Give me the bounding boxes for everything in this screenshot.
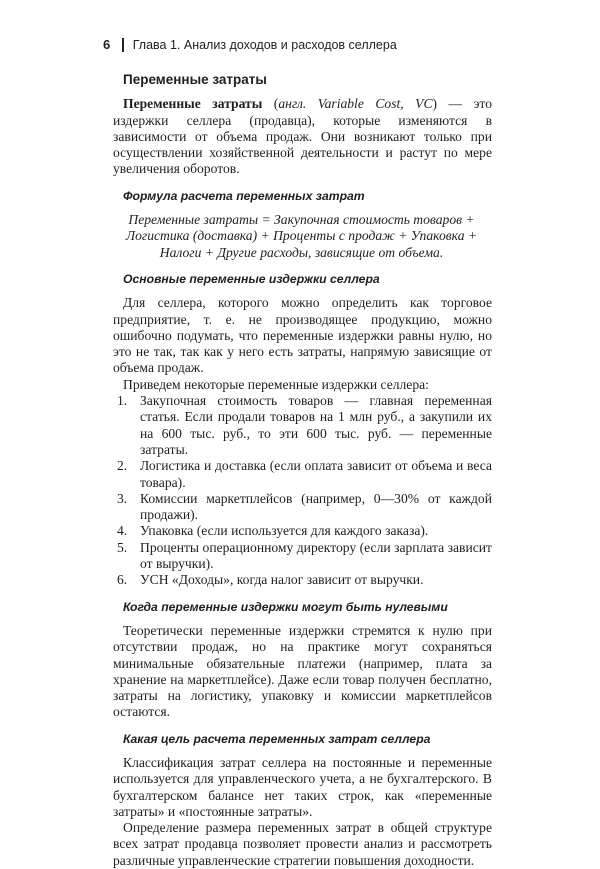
main-costs-heading: Основные переменные издержки селлера xyxy=(123,271,380,286)
list-item-text: Упаковка (если используется для каждого заказа). xyxy=(140,523,429,539)
formula-text: Переменные затраты = Закупочная стоимость товаров + Логистика (доставка) + Проценты с продаж + Упаковка + Налоги + Другие расходы, зависящие от объема. xyxy=(125,212,478,260)
purpose-paragraph-1: Классификация затрат селлера на постоянные и переменные используется для управленческого учета, а не бухгалтерского. В бухгалтерском балансе нет таких строк, как «переменные затраты» и «постоянные затраты». xyxy=(113,754,492,819)
purpose-paragraph-2: Определение размера переменных затрат в общей структуре всех затрат продавца позволяет провести анализ и рассмотреть различные управленческие стратегии повышения доходности. xyxy=(113,820,492,868)
list-item-number: 3. xyxy=(117,490,128,506)
list-item-number: 4. xyxy=(117,523,128,539)
list-item-text: Закупочная стоимость товаров — главная переменная статья. Если продали товаров на 1 млн руб., а закупили их на 600 тыс. руб., то эти 600 тыс. руб. — переменные затраты. xyxy=(140,393,492,457)
main-costs-paragraph: Для селлера, которого можно определить как торговое предприятие, т. е. не производящее продукцию, можно ошибочно подумать, что переменные издержки равны нулю, но это не так, так как у него есть затраты, напрямую зависящие от объема продаж. xyxy=(113,295,492,376)
list-item xyxy=(113,458,492,491)
intro-term: Переменные затраты xyxy=(123,96,263,112)
list-item xyxy=(113,491,492,524)
list-item xyxy=(113,393,492,458)
list-item-number: 6. xyxy=(117,572,128,588)
intro-rest: ) — это издержки селлера (продавца), которые изменяются в зависимости от объема продаж. Они возникают только при осуществлении хозяйственной деятельности и растут по мере увеличения оборотов. xyxy=(113,96,492,177)
purpose-heading: Какая цель расчета переменных затрат селлера xyxy=(123,731,431,746)
list-intro: Приведем некоторые переменные издержки селлера: xyxy=(123,376,429,392)
section-title: Переменные затраты xyxy=(123,72,267,87)
variable-costs-list xyxy=(113,393,492,589)
list-item-number: 2. xyxy=(117,458,128,474)
header-divider xyxy=(122,38,124,52)
page-content xyxy=(113,72,492,869)
list-item-text: Комиссии маркетплейсов (например, 0—30% от каждой продажи). xyxy=(140,490,492,523)
intro-paragraph xyxy=(113,96,492,177)
list-item-number: 5. xyxy=(117,539,128,555)
intro-english-note: англ. Variable Cost, VC xyxy=(278,96,433,112)
zero-costs-paragraph: Теоретически переменные издержки стремятся к нулю при отсутствии продаж, но на практике могут сохраняться минимальные обязательные платежи (например, плата за хранение на маркетплейсе). Даже если товар получен бесплатно, затраты на логистику, упаковку и комиссии маркетплейсов остаются. xyxy=(113,622,492,720)
zero-costs-heading: Когда переменные издержки могут быть нулевыми xyxy=(123,599,448,614)
intro-open-paren: ( xyxy=(262,96,279,112)
list-item xyxy=(113,523,492,539)
chapter-title: Глава 1. Анализ доходов и расходов селлера xyxy=(132,37,397,52)
list-item xyxy=(113,540,492,573)
list-item-text: Проценты операционному директору (если зарплата зависит от выручки). xyxy=(140,539,492,572)
running-header xyxy=(103,37,397,52)
page-number: 6 xyxy=(103,37,111,52)
list-item-text: Логистика и доставка (если оплата зависит от объема и веса товара). xyxy=(140,458,492,490)
formula-heading: Формула расчета переменных затрат xyxy=(123,188,365,203)
list-item-number: 1. xyxy=(117,393,128,409)
list-item xyxy=(113,572,492,588)
list-item-text: УСН «Доходы», когда налог зависит от выручки. xyxy=(140,572,424,588)
